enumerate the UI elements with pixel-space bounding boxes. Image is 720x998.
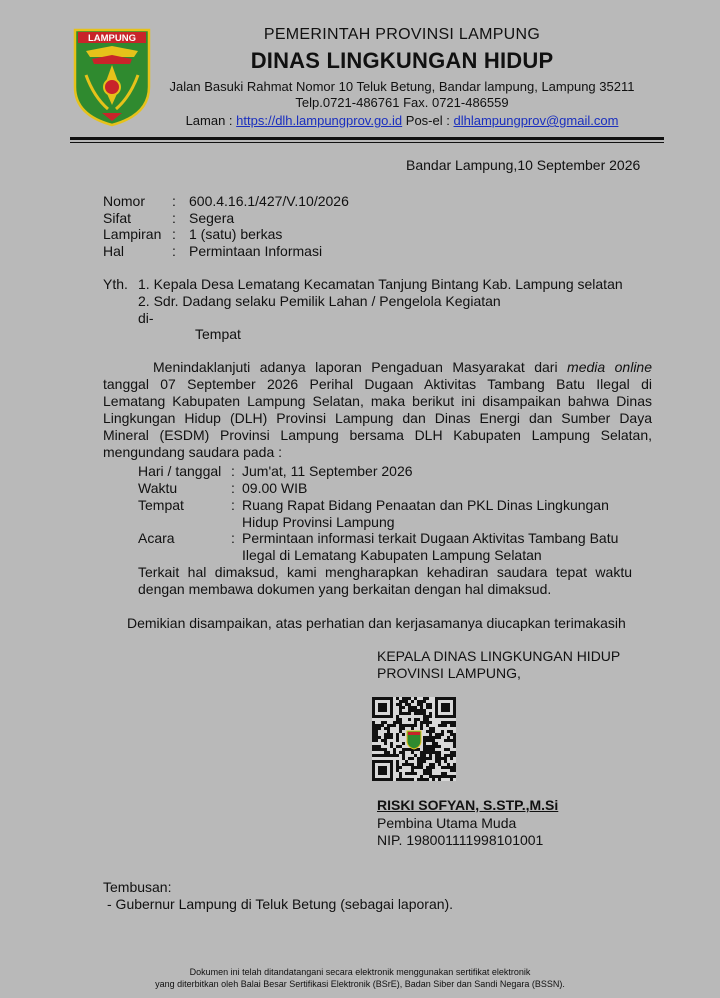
signer-name: RISKI SOFYAN, S.STP.,M.Si — [377, 797, 559, 813]
meta-colon: : — [172, 193, 176, 209]
tembusan-label: Tembusan: — [103, 879, 172, 895]
meta-label-sifat: Sifat — [103, 210, 132, 226]
body-paragraph-2: Terkait hal dimaksud, kami mengharapkan kehadiran saudara tepat waktu dengan membawa dokumen yang berkaitan dengan hal dimaksud. — [138, 564, 632, 597]
svg-text:LAMPUNG: LAMPUNG — [87, 33, 137, 44]
body-paragraph-1: Menindaklanjuti adanya laporan Pengaduan Masyarakat dari media online tanggal 07 September 2026 Perihal Dugaan Aktivitas Tambang Batu Ilegal di Lematang Kabupaten Lampung Selatan, maka berikut ini disampaikan bahwa Dinas Lingkungan Hidup (DLH) Provinsi Lampung dan Dinas Energi dan Sumber Daya Mineral (ESDM) Provinsi Lampung bersama DLH Kabupaten Lampung Selatan, mengundang saudara pada : — [103, 359, 653, 460]
meta-value-hal: Permintaan Informasi — [189, 243, 323, 259]
email-label: Pos-el : — [405, 113, 450, 128]
header-rule-thick — [70, 137, 664, 140]
agency-address: Jalan Basuki Rahmat Nomor 10 Teluk Betung, Bandar lampung, Lampung 35211 — [169, 79, 635, 94]
schedule-value-tempat-cont: Hidup Provinsi Lampung — [242, 514, 395, 530]
meta-colon: : — [172, 243, 176, 259]
agency-phone: Telp.0721-486761 Fax. 0721-486559 — [295, 95, 509, 110]
footer-note: Dokumen ini telah ditandatangani secara elektronik menggunakan sertifikat elektronik — [189, 967, 531, 977]
footer-note: yang diterbitkan oleh Balai Besar Sertifikasi Elektronik (BSrE), Badan Siber dan Sandi Negara (BSSN). — [155, 979, 565, 989]
schedule-label-acara: Acara — [138, 530, 175, 546]
schedule-colon: : — [231, 497, 235, 513]
meta-value-lampiran: 1 (satu) berkas — [189, 226, 283, 242]
meta-value-sifat: Segera — [189, 210, 235, 226]
website-link[interactable]: https://dlh.lampungprov.go.id — [236, 113, 403, 128]
header-rule-thin — [70, 142, 664, 143]
signer-title: KEPALA DINAS LINGKUNGAN HIDUP — [377, 648, 621, 664]
email-link[interactable]: dlhlampungprov@gmail.com — [453, 113, 619, 128]
meta-value-nomor: 600.4.16.1/427/V.10/2026 — [189, 193, 349, 209]
recipient-di: di- — [138, 310, 154, 326]
schedule-value-acara-cont: Ilegal di Lematang Kabupaten Lampung Selatan — [242, 547, 542, 563]
recipient-prefix: Yth. — [103, 276, 128, 292]
laman-label: Laman : — [185, 113, 233, 128]
schedule-label-hari: Hari / tanggal — [138, 463, 222, 479]
schedule-value-tempat: Ruang Rapat Bidang Penaatan dan PKL Dinas Lingkungan — [242, 497, 609, 513]
schedule-colon: : — [231, 480, 235, 496]
gov-name: PEMERINTAH PROVINSI LAMPUNG — [263, 26, 541, 43]
signer-title-cont: PROVINSI LAMPUNG, — [377, 665, 521, 681]
schedule-value-hari: Jum'at, 11 September 2026 — [242, 463, 413, 479]
meta-label-lampiran: Lampiran — [103, 226, 162, 242]
schedule-colon: : — [231, 530, 235, 546]
meta-label-hal: Hal — [103, 243, 125, 259]
recipient-tempat: Tempat — [195, 326, 241, 342]
schedule-colon: : — [231, 463, 235, 479]
letter-date: Bandar Lampung,10 September 2026 — [406, 157, 641, 173]
schedule-label-tempat: Tempat — [138, 497, 184, 513]
recipient-item: 2. Sdr. Dadang selaku Pemilik Lahan / Pengelola Kegiatan — [138, 293, 501, 309]
closing-statement: Demikian disampaikan, atas perhatian dan kerjasamanya diucapkan terimakasih — [127, 615, 626, 631]
recipient-item: 1. Kepala Desa Lematang Kecamatan Tanjung Bintang Kab. Lampung selatan — [138, 276, 623, 292]
lampung-emblem — [72, 27, 152, 127]
meta-colon: : — [172, 210, 176, 226]
qr-center-emblem — [407, 731, 421, 749]
schedule-label-waktu: Waktu — [138, 480, 178, 496]
schedule-value-waktu: 09.00 WIB — [242, 480, 308, 496]
signer-nip: NIP. 198001111998101001 — [377, 832, 544, 848]
meta-colon: : — [172, 226, 176, 242]
agency-name: DINAS LINGKUNGAN HIDUP — [250, 48, 554, 73]
signer-rank: Pembina Utama Muda — [377, 815, 517, 831]
schedule-value-acara: Permintaan informasi terkait Dugaan Aktivitas Tambang Batu — [242, 530, 619, 546]
meta-label-nomor: Nomor — [103, 193, 146, 209]
tembusan-item: - Gubernur Lampung di Teluk Betung (sebagai laporan). — [107, 896, 454, 912]
signature-qr-code — [372, 697, 456, 781]
agency-contacts — [162, 113, 642, 128]
